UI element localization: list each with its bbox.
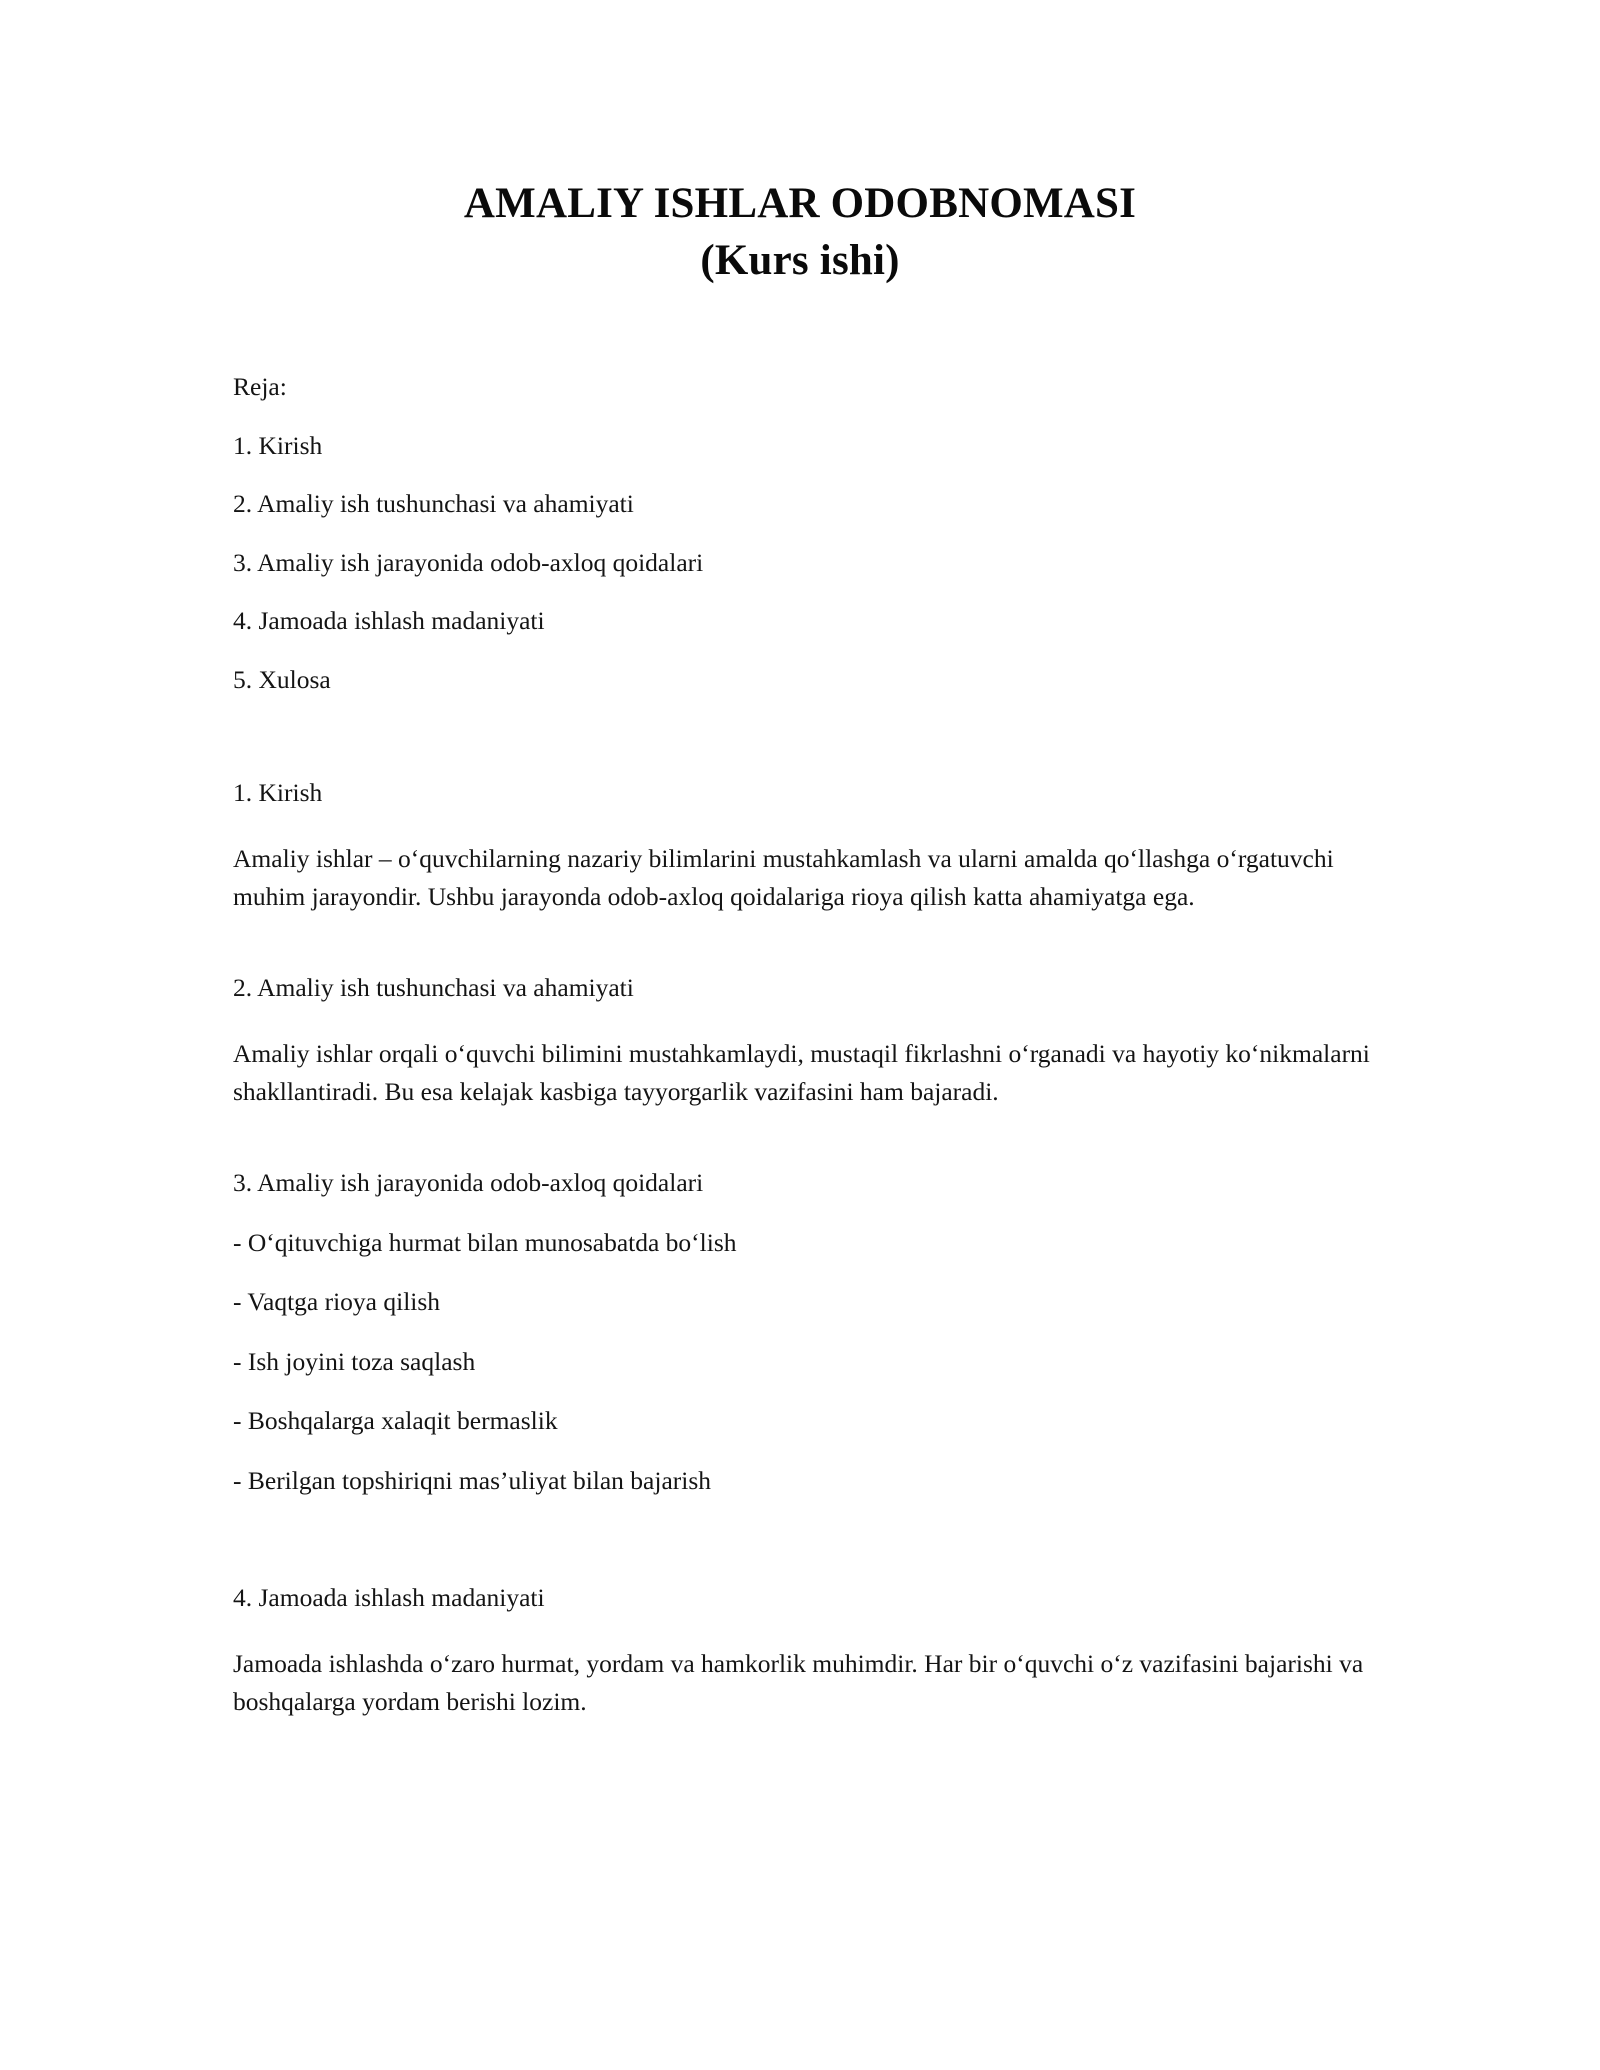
section-spacer-1 [233, 917, 1378, 975]
outline-item-2: 2. Amaliy ish tushunchasi va ahamiyati [233, 489, 634, 519]
outline-item-4: 4. Jamoada ishlash madaniyati [233, 606, 545, 636]
outline-item-1: 1. Kirish [233, 430, 323, 460]
section-heading-2: 2. Amaliy ish tushunchasi va ahamiyati [233, 973, 634, 1003]
section-3-bullet-3: - Ish joyini toza saqlash [233, 1346, 476, 1376]
document-body [233, 288, 1378, 1722]
outline-item-3: 3. Amaliy ish jarayonida odob-axloq qoidalari [233, 547, 704, 577]
section-3-bullet-2: - Vaqtga rioya qilish [233, 1287, 441, 1317]
section-3-bullet-4: - Boshqalarga xalaqit bermaslik [233, 1406, 558, 1436]
page-title: AMALIY ISHLAR ODOBNOMASI [463, 180, 1137, 227]
page-subtitle: (Kurs ishi) [700, 237, 900, 285]
section-spacer-2 [233, 1112, 1378, 1170]
section-heading-1: 1. Kirish [233, 778, 323, 808]
section-body-1: Amaliy ishlar – oʻquvchilarning nazariy bilimlarini mustahkamlash va ularni amalda qoʻllashga oʻrgatuvchi muhim jarayondir. Ushbu jarayonda odob-axloq qoidalariga rioya qilish katta ahamiyatga ega. [233, 843, 1334, 912]
section-body-4: Jamoada ishlashda oʻzaro hurmat, yordam va hamkorlik muhimdir. Har bir oʻquvchi oʻz vazifasini bajarishi va boshqalarga yordam berishi lozim. [233, 1648, 1364, 1717]
section-3-bullet-1: - Oʻqituvchiga hurmat bilan munosabatda boʻlish [233, 1227, 737, 1257]
section-heading-3: 3. Amaliy ish jarayonida odob-axloq qoidalari [233, 1168, 704, 1198]
section-heading-4: 4. Jamoada ishlash madaniyati [233, 1583, 545, 1613]
section-spacer-3 [233, 1527, 1378, 1585]
outline-label: Reja: [233, 372, 287, 402]
section-body-2: Amaliy ishlar orqali oʻquvchi bilimini mustahkamlaydi, mustaqil fikrlashni oʻrganadi va hayotiy koʻnikmalarni shakllantiradi. Bu esa kelajak kasbiga tayyorgarlik vazifasini ham bajaradi. [233, 1038, 1370, 1107]
outline-item-5: 5. Xulosa [233, 664, 331, 694]
outline-spacer [233, 725, 1378, 780]
section-3-bullet-5: - Berilgan topshiriqni mas’uliyat bilan bajarish [233, 1465, 712, 1495]
title-block [0, 0, 1600, 288]
